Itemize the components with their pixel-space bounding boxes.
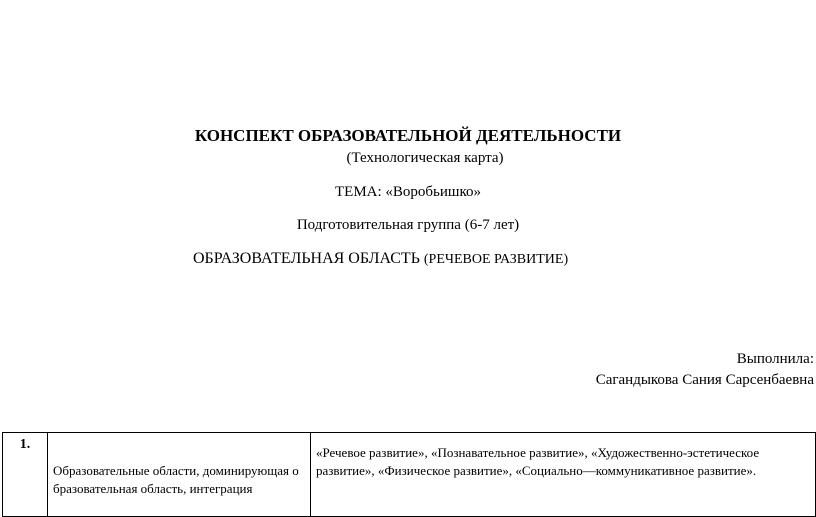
performer-name: Сагандыкова Сания Сарсенбаевна — [595, 372, 814, 388]
document-subtitle: (Технологическая карта) — [346, 150, 504, 166]
table-row — [3, 433, 816, 517]
performer-label: Выполнила: — [736, 351, 814, 367]
age-group: Подготовительная группа (6-7 лет) — [296, 217, 520, 233]
educational-area — [193, 250, 568, 268]
row-value: «Речевое развитие», «Познавательное развитие», «Художественно-эстетическое развитие», «Физическое развитие», «Социально—коммуникативное развитие». — [311, 433, 816, 517]
row-number: 1. — [3, 433, 48, 517]
lesson-theme: ТЕМА: «Воробьишко» — [335, 184, 481, 200]
performer-block — [596, 349, 814, 391]
educational-area-main: ОБРАЗОВАТЕЛЬНАЯ ОБЛАСТЬ — [193, 250, 420, 267]
row-label: Образовательные области, доминирующая о бразовательная область, интеграция — [48, 433, 311, 517]
info-table — [2, 432, 816, 517]
document-title: КОНСПЕКТ ОБРАЗОВАТЕЛЬНОЙ ДЕЯТЕЛЬНОСТИ — [194, 126, 622, 145]
educational-area-sub: (РЕЧЕВОЕ РАЗВИТИЕ) — [423, 252, 569, 267]
